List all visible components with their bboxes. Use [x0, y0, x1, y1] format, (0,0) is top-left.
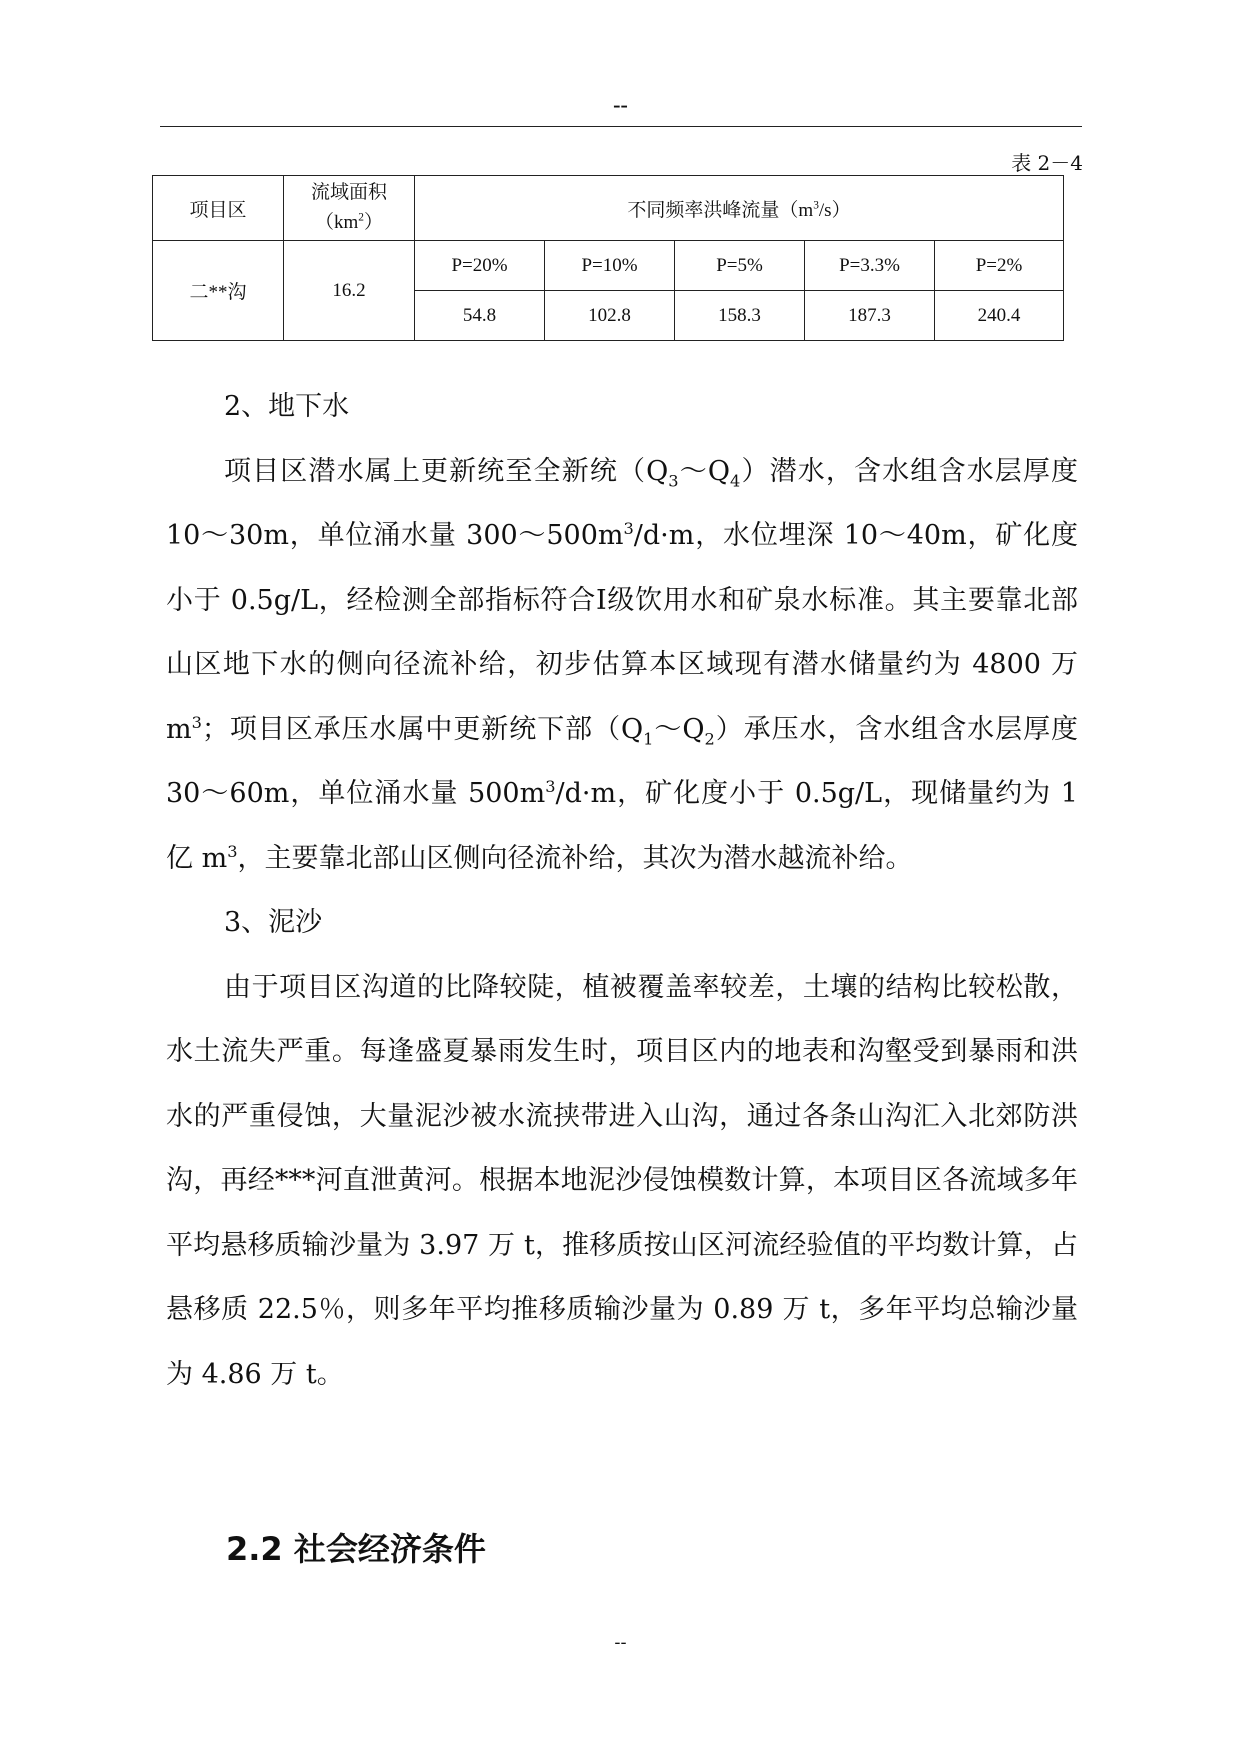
header-area-cell [153, 176, 284, 241]
body-text [166, 375, 1078, 1407]
header-area-label: 项目区 [189, 199, 247, 221]
header-rule [160, 126, 1082, 127]
table-frequency-row [153, 241, 1064, 291]
flow-cell: 240.4 [935, 291, 1064, 341]
page-footer-mark: -- [614, 1632, 627, 1653]
table-caption: 表 2－4 [1011, 151, 1083, 175]
frequency-cell: P=3.3% [805, 241, 935, 291]
flow-cell: 102.8 [545, 291, 675, 341]
sediment-heading: 3、泥沙 [224, 907, 323, 938]
area-name-cell: 二**沟 [153, 241, 284, 341]
frequency-cell: P=5% [675, 241, 805, 291]
groundwater-heading: 2、地下水 [224, 391, 350, 422]
table-header-row [153, 176, 1064, 241]
flood-peak-table [152, 175, 1064, 341]
flow-cell: 54.8 [415, 291, 545, 341]
header-basin-line1: 流域面积 [310, 182, 387, 203]
header-flow-cell: 不同频率洪峰流量$(m^3/s)$ [415, 176, 1064, 241]
flow-cell: 158.3 [675, 291, 805, 341]
header-basin-line2: $(km^2)$ [315, 211, 383, 233]
frequency-cell: P=20% [415, 241, 545, 291]
section-title: 2.2 社会经济条件 [226, 1530, 486, 1568]
frequency-cell: P=10% [545, 241, 675, 291]
page-header-mark: -- [613, 92, 628, 117]
header-basin-cell [284, 176, 415, 241]
basin-area-cell: 16.2 [284, 241, 415, 341]
sediment-paragraph: 由于项目区沟道的比降较陡，植被覆盖率较差，土壤的结构比较松散，水土流失严重。每逢盛夏暴雨发生时，项目区内的地表和沟壑受到暴雨和洪水的严重侵蚀，大量泥沙被水流挟带进入山沟，通过各条山沟汇入北郊防洪沟，再经***河直泄黄河。根据本地泥沙侵蚀模数计算，本项目区各流域多年平均悬移质输沙量为 3.97 万 t，推移质按山区河流经验值的平均数计算，占悬移质 22.5％，则多年平均推移质输沙量为 0.89 万 t，多年平均总输沙量为 4.86 万 t。 [166, 971, 1078, 1390]
flow-cell: 187.3 [805, 291, 935, 341]
frequency-cell: P=2% [935, 241, 1064, 291]
groundwater-paragraph: 项目区潜水属上更新统至全新统$(Q_3\sim Q_4)$潜水，含水组含水层厚度 10～30m，单位涌水量 $300\sim 500m^3/d\cdot m$，水位埋深 10～40m，矿化度小于 0.5g/L，经检测全部指标符合Ⅰ级饮用水和矿泉水标准。其主要靠北部山区地下水的侧向径流补给，初步估算本区域现有潜水储量约为 4800 万 $m^3$；项目区承压水属中更新统下部$(Q_1\sim Q_2)$承压水，含水组含水层厚度 30～60m，单位涌水量 $500m^3/d\cdot m$，矿化度小于 0.5g/L，现储量约为 1 亿 $m^3$，主要靠北部山区侧向径流补给，其次为潜水越流补给。 [166, 455, 1079, 874]
